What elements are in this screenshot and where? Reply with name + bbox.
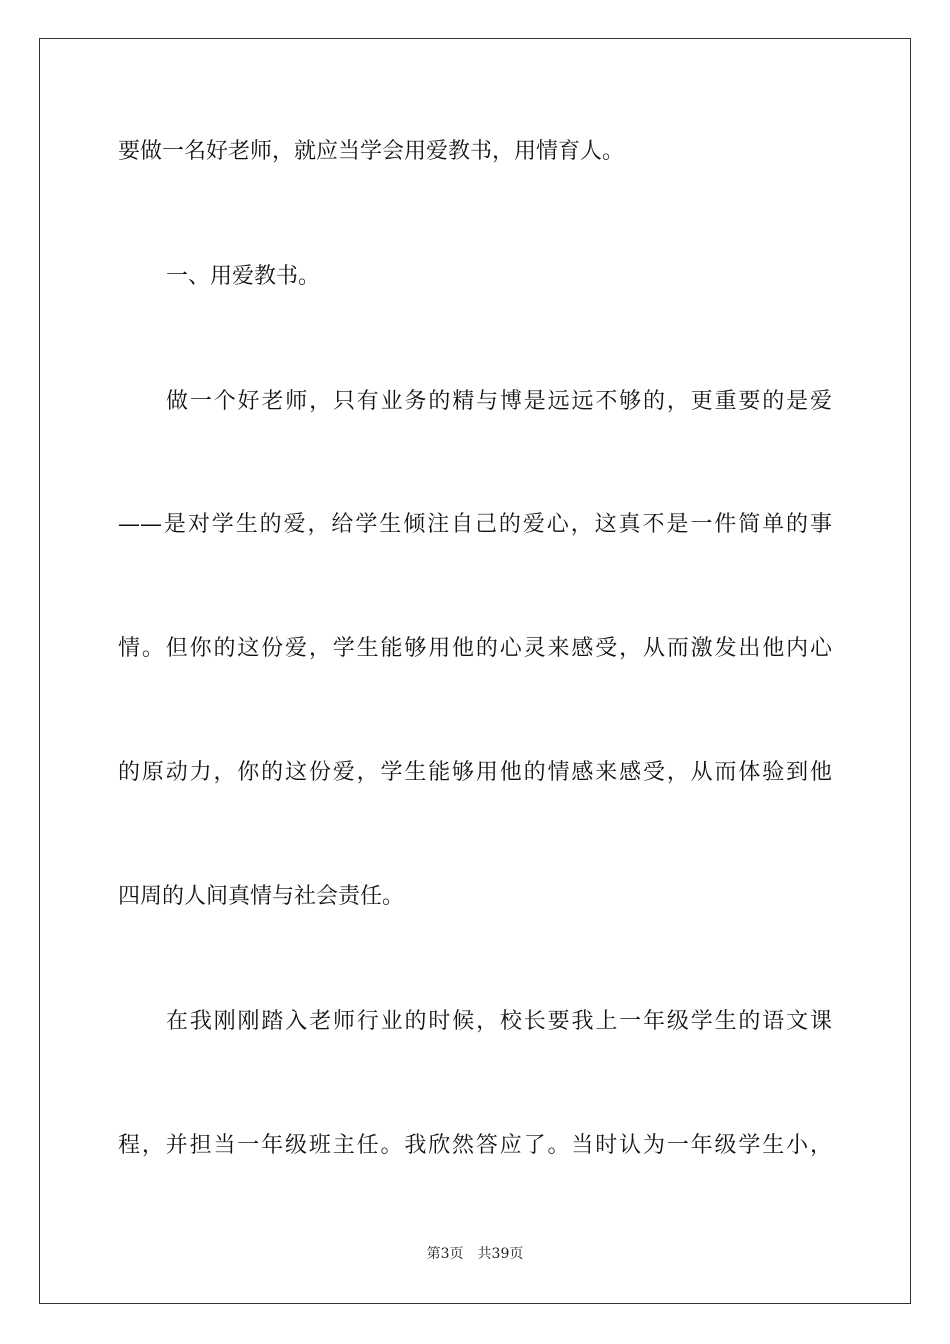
paragraph-line: 的原动力，你的这份爱，学生能够用他的情感来感受，从而体验到他	[118, 760, 832, 785]
page-total: 共39页	[477, 1246, 524, 1262]
paragraph-line: 程，并担当一年级班主任。我欣然答应了。当时认为一年级学生小，	[118, 1133, 832, 1158]
page-number: 第3页	[426, 1246, 464, 1262]
paragraph-line: ——是对学生的爱，给学生倾注自己的爱心，这真不是一件简单的事	[118, 512, 832, 537]
paragraph-line: 四周的人间真情与社会责任。	[118, 884, 405, 909]
page-frame	[39, 38, 911, 1304]
page-footer	[0, 1244, 950, 1264]
paragraph-line: 在我刚刚踏入老师行业的时候，校长要我上一年级学生的语文课	[166, 1009, 832, 1034]
section-heading: 一、用爱教书。	[166, 264, 321, 289]
paragraph-line: 做一个好老师，只有业务的精与博是远远不够的，更重要的是爱	[166, 389, 832, 414]
paragraph-line: 要做一名好老师，就应当学会用爱教书，用情育人。	[118, 139, 625, 164]
paragraph-line: 情。但你的这份爱，学生能够用他的心灵来感受，从而激发出他内心	[118, 636, 832, 661]
